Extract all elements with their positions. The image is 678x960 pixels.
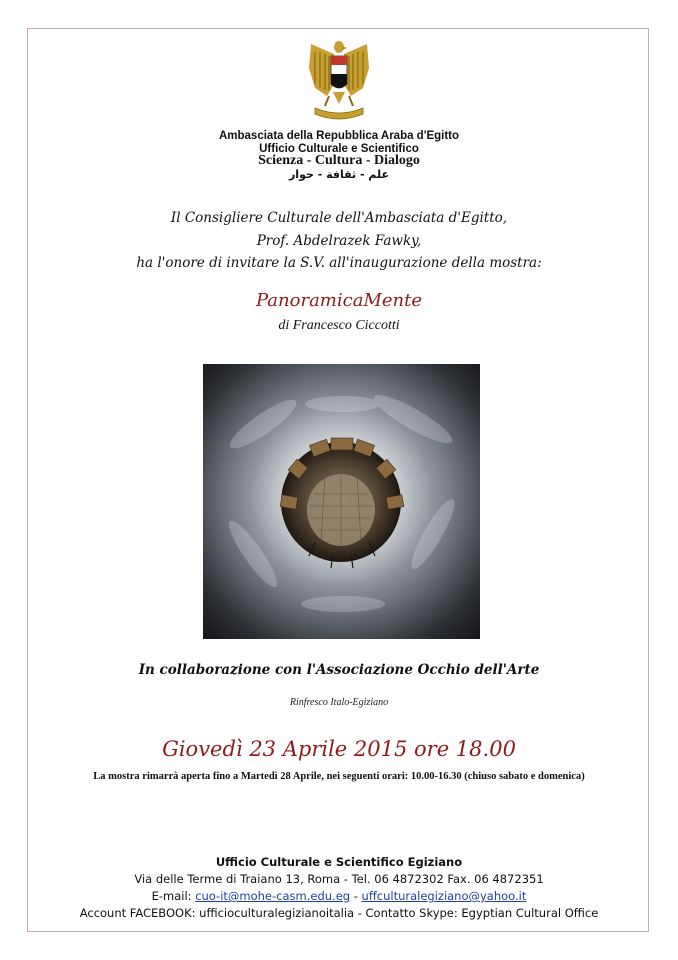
panorama-photo <box>203 364 480 639</box>
invitation-line-2: Prof. Abdelrazek Fawky, <box>256 233 422 249</box>
email-link-2[interactable]: uffculturalegiziano@yahoo.it <box>361 889 527 903</box>
motto-arabic: علم - ثقافة - حوار <box>288 168 390 181</box>
email-label: E-mail: <box>151 889 196 903</box>
exhibition-title: PanoramicaMente <box>256 290 422 311</box>
embassy-name: Ambasciata della Repubblica Araba d'Egitto <box>218 130 460 142</box>
collaboration-note: In collaborazione con l'Associazione Occhio dell'Arte <box>138 662 540 678</box>
motto: Scienza - Cultura - Dialogo <box>258 153 420 168</box>
email-separator: - <box>350 889 362 903</box>
footer-facebook-skype: Account FACEBOOK: ufficioculturalegizianoitalia - Contatto Skype: Egyptian Cultural Office <box>79 906 599 920</box>
footer-address: Via delle Terme di Traiano 13, Roma - Tel. 06 4872302 Fax. 06 4872351 <box>134 872 544 886</box>
footer-organization: Ufficio Culturale e Scientifico Egiziano <box>215 855 463 869</box>
refreshment-note: Rinfresco Italo-Egiziano <box>289 697 389 708</box>
invitation-line-1: Il Consigliere Culturale dell'Ambasciata d'Egitto, <box>170 210 508 226</box>
exhibition-artist: di Francesco Ciccotti <box>278 318 400 333</box>
invitation-line-3: ha l'onore di invitare la S.V. all'inaugurazione della mostra: <box>136 255 542 271</box>
footer-email-line <box>0 889 678 903</box>
event-datetime: Giovedì 23 Aprile 2015 ore 18.00 <box>162 737 516 761</box>
email-link-1[interactable]: cuo-it@mohe-casm.edu.eg <box>195 889 351 903</box>
opening-hours: La mostra rimarrà aperta fino a Martedì 28 Aprile, nei seguenti orari: 10.00-16.30 (chiuso sabato e domenica) <box>93 771 585 782</box>
egypt-eagle-emblem-icon <box>307 38 371 122</box>
office-name: Ufficio Culturale e Scientifico <box>259 143 419 155</box>
